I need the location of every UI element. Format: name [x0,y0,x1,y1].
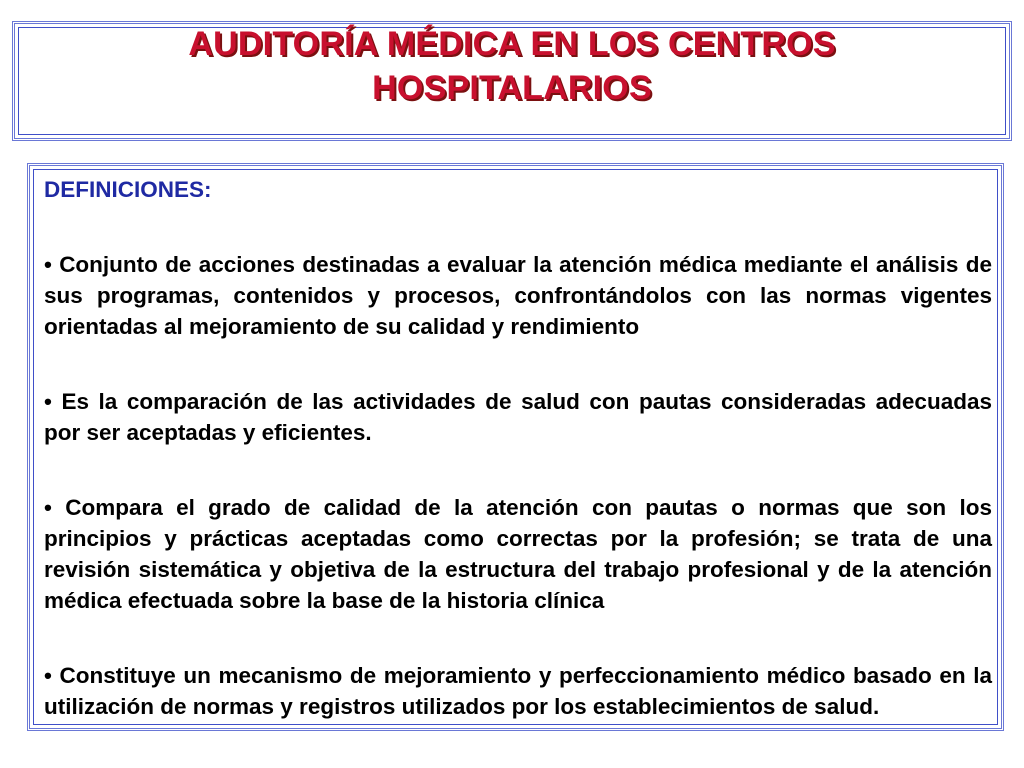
definition-item-4 [44,660,992,722]
bullet-icon: • [44,252,52,277]
definition-item-2 [44,386,992,448]
bullet-icon: • [44,389,52,414]
slide-title-line-1: AUDITORÍA MÉDICA EN LOS CENTROS [188,25,836,63]
definitions-heading: DEFINICIONES: [44,177,212,202]
content-body [44,174,992,722]
spacer [44,448,992,492]
slide-title [0,22,1024,110]
bullet-icon: • [44,495,52,520]
spacer [44,205,992,249]
definition-item-1 [44,249,992,342]
definition-text-3: Compara el grado de calidad de la atención con pautas o normas que son los principios y prácticas aceptadas como correctas por la profesión; se trata de una revisión sistemática y objetiva de la estructura del trabajo profesional y de la atención médica efectuada sobre la base de la historia clínica [44,495,992,613]
spacer [44,342,992,386]
definition-item-3 [44,492,992,616]
slide-title-line-2: HOSPITALARIOS [372,69,652,107]
definition-text-4: Constituye un mecanismo de mejoramiento y perfeccionamiento médico basado en la utilización de normas y registros utilizados por los establecimientos de salud. [44,663,992,719]
definition-text-1: Conjunto de acciones destinadas a evaluar la atención médica mediante el análisis de sus programas, contenidos y procesos, confrontándolos con las normas vigentes orientadas al mejoramiento de su calidad y rendimiento [44,252,992,339]
spacer [44,616,992,660]
bullet-icon: • [44,663,52,688]
definition-text-2: Es la comparación de las actividades de salud con pautas consideradas adecuadas por ser aceptadas y eficientes. [44,389,992,445]
